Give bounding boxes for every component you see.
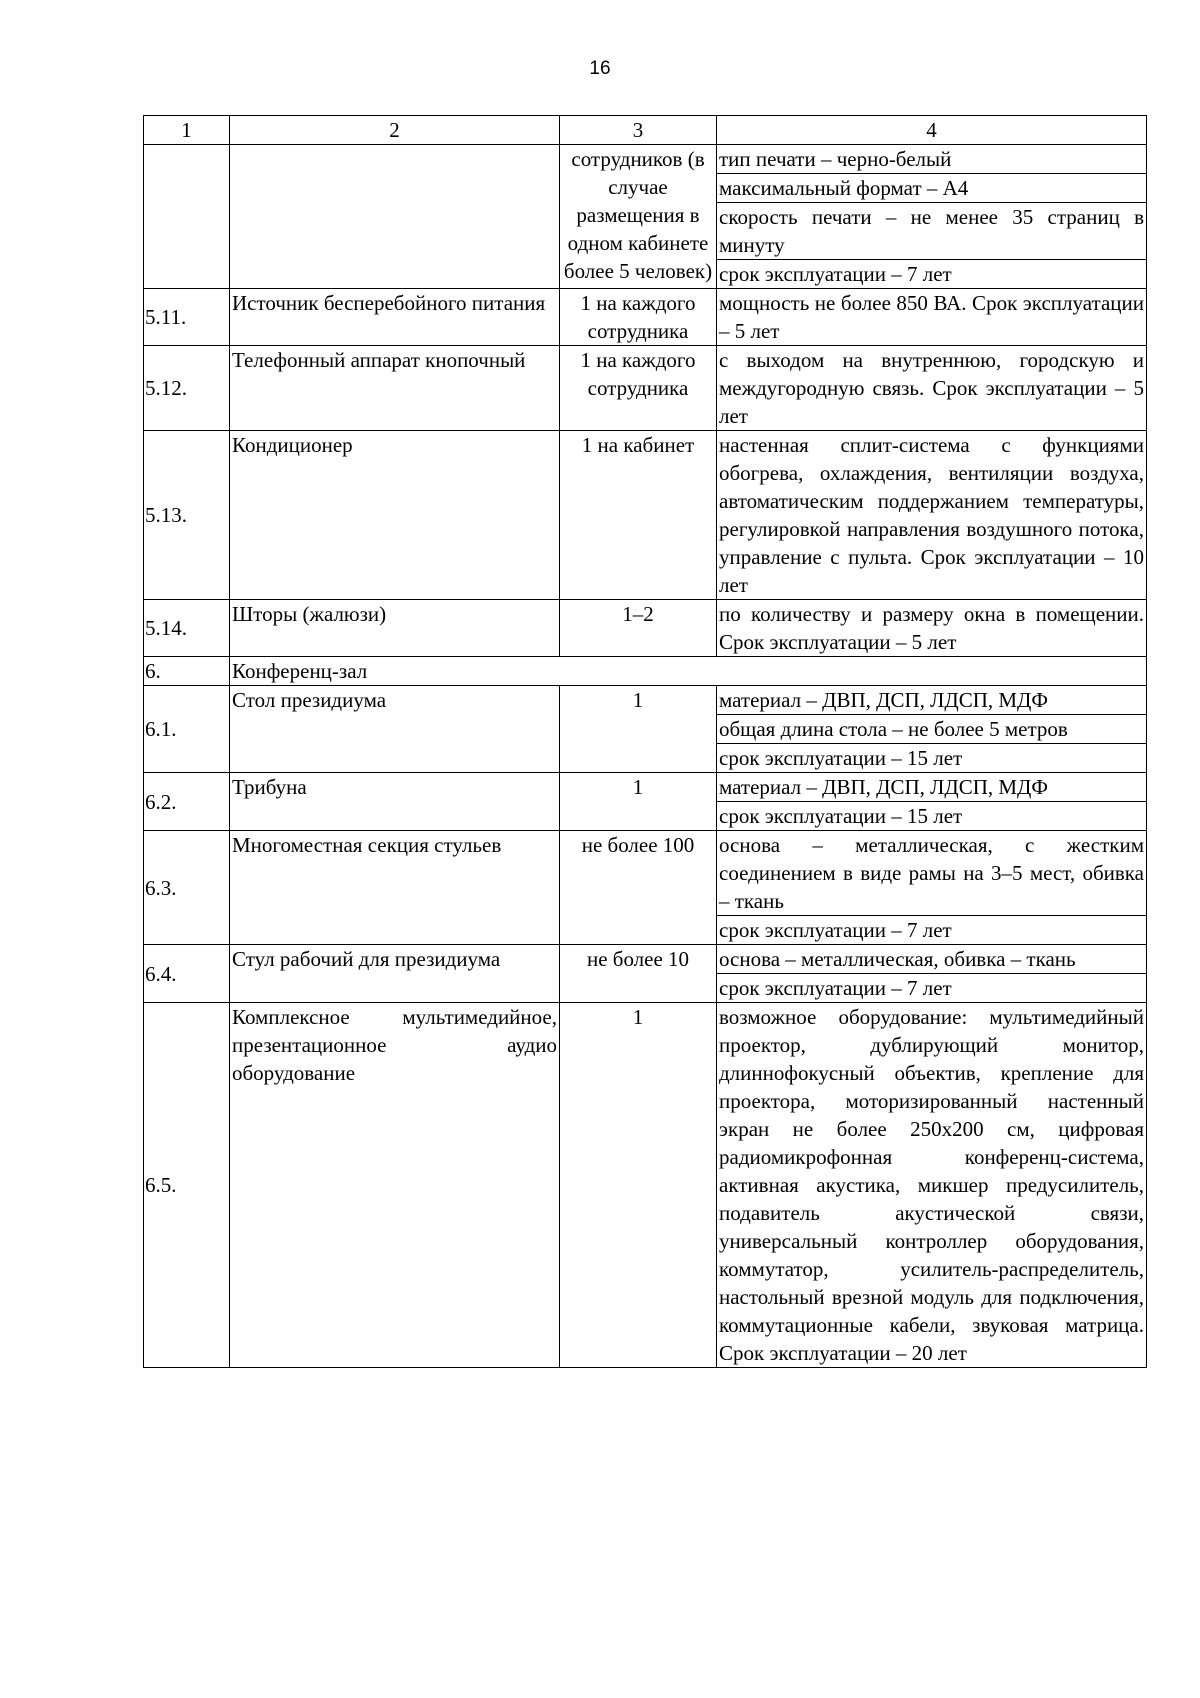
specification	[717, 945, 1147, 1003]
specification	[717, 773, 1147, 831]
row-number: 6.1.	[144, 686, 230, 773]
item-name: Телефонный аппарат кнопочный	[230, 346, 560, 431]
table-row	[144, 831, 1147, 945]
row-number: 5.13.	[144, 431, 230, 600]
specification-line: с выходом на внутреннюю, городскую и междугородную связь. Срок эксплуатации – 5 лет	[719, 348, 1144, 428]
row-number: 6.3.	[144, 831, 230, 945]
quantity: сотрудников (в случае размещения в одном кабинете более 5 человек)	[560, 145, 717, 289]
item-name	[230, 145, 560, 289]
table-row	[144, 145, 1147, 289]
column-number: 3	[560, 116, 717, 145]
specification-line: максимальный формат – А4	[717, 173, 1146, 202]
specification-line: срок эксплуатации – 7 лет	[717, 915, 1146, 944]
quantity: 1	[560, 686, 717, 773]
row-number: 6.	[144, 657, 230, 686]
specification-line: материал – ДВП, ДСП, ЛДСП, МДФ	[719, 775, 1048, 799]
column-number: 2	[230, 116, 560, 145]
quantity: 1 на каждого сотрудника	[560, 346, 717, 431]
row-number: 6.4.	[144, 945, 230, 1003]
specification	[717, 289, 1147, 346]
specification	[717, 831, 1147, 945]
quantity: не более 100	[560, 831, 717, 945]
table-row	[144, 773, 1147, 831]
item-name: Кондиционер	[230, 431, 560, 600]
row-number: 5.12.	[144, 346, 230, 431]
specification	[717, 686, 1147, 773]
item-name: Шторы (жалюзи)	[230, 600, 560, 657]
column-number: 1	[144, 116, 230, 145]
specification	[717, 346, 1147, 431]
specification-line: материал – ДВП, ДСП, ЛДСП, МДФ	[719, 688, 1048, 712]
specification	[717, 431, 1147, 600]
table-body	[144, 116, 1147, 1368]
specification-line: скорость печати – не менее 35 страниц в минуту	[717, 202, 1146, 259]
quantity: 1	[560, 773, 717, 831]
table-row	[144, 289, 1147, 346]
column-number: 4	[717, 116, 1147, 145]
quantity: 1 на кабинет	[560, 431, 717, 600]
item-name: Трибуна	[230, 773, 560, 831]
table-row	[144, 431, 1147, 600]
table-row	[144, 686, 1147, 773]
quantity: не более 10	[560, 945, 717, 1003]
table-row	[144, 346, 1147, 431]
specification-line: срок эксплуатации – 15 лет	[717, 743, 1146, 772]
specification	[717, 145, 1147, 289]
item-name: Многоместная секция стульев	[230, 831, 560, 945]
table-row	[144, 945, 1147, 1003]
table-row	[144, 1003, 1147, 1368]
specification-line: основа – металлическая, обивка – ткань	[719, 947, 1076, 971]
specification-line: срок эксплуатации – 15 лет	[717, 801, 1146, 830]
specification-line: настенная сплит-система с функциями обогрева, охлаждения, вентиляции воздуха, автоматическим поддержанием температуры, регулировкой направления воздушного потока, управление с пульта. Срок эксплуатации – 10 лет	[719, 433, 1144, 597]
page-number: 16	[589, 58, 611, 79]
specification-line: срок эксплуатации – 7 лет	[717, 973, 1146, 1002]
item-name: Стол президиума	[230, 686, 560, 773]
row-number: 5.11.	[144, 289, 230, 346]
column-number-row	[144, 116, 1147, 145]
quantity: 1 на каждого сотрудника	[560, 289, 717, 346]
item-name: Стул рабочий для президиума	[230, 945, 560, 1003]
specification-line: тип печати – черно-белый	[719, 147, 952, 171]
item-name: Источник бесперебойного питания	[230, 289, 560, 346]
table-row	[144, 600, 1147, 657]
specification-line: по количеству и размеру окна в помещении. Срок эксплуатации – 5 лет	[719, 602, 1144, 654]
row-number: 5.14.	[144, 600, 230, 657]
section-row	[144, 657, 1147, 686]
section-title: Конференц-зал	[230, 657, 1147, 686]
item-name: Комплексное мультимедийное, презентационное аудио оборудование	[230, 1003, 560, 1368]
row-number: 6.5.	[144, 1003, 230, 1368]
row-number	[144, 145, 230, 289]
specification-line: мощность не более 850 ВА. Срок эксплуатации – 5 лет	[719, 291, 1144, 343]
row-number: 6.2.	[144, 773, 230, 831]
specification-line: общая длина стола – не более 5 метров	[717, 714, 1146, 743]
specification-line: основа – металлическая, с жестким соединением в виде рамы на 3–5 мест, обивка – ткань	[719, 833, 1144, 913]
quantity: 1	[560, 1003, 717, 1368]
specification	[717, 600, 1147, 657]
equipment-table	[143, 115, 1147, 1368]
quantity: 1–2	[560, 600, 717, 657]
specification-line: возможное оборудование: мультимедийный проектор, дублирующий монитор, длиннофокусный объектив, крепление для проектора, моторизированный настенный экран не более 250х200 см, цифровая радиомикрофонная конференц-система, активная акустика, микшер предусилитель, подавитель акустической связи, универсальный контроллер оборудования, коммутатор, усилитель-распределитель, настольный врезной модуль для подключения, коммутационные кабели, звуковая матрица. Срок эксплуатации – 20 лет	[719, 1005, 1144, 1365]
specification-line: срок эксплуатации – 7 лет	[717, 259, 1146, 288]
specification	[717, 1003, 1147, 1368]
